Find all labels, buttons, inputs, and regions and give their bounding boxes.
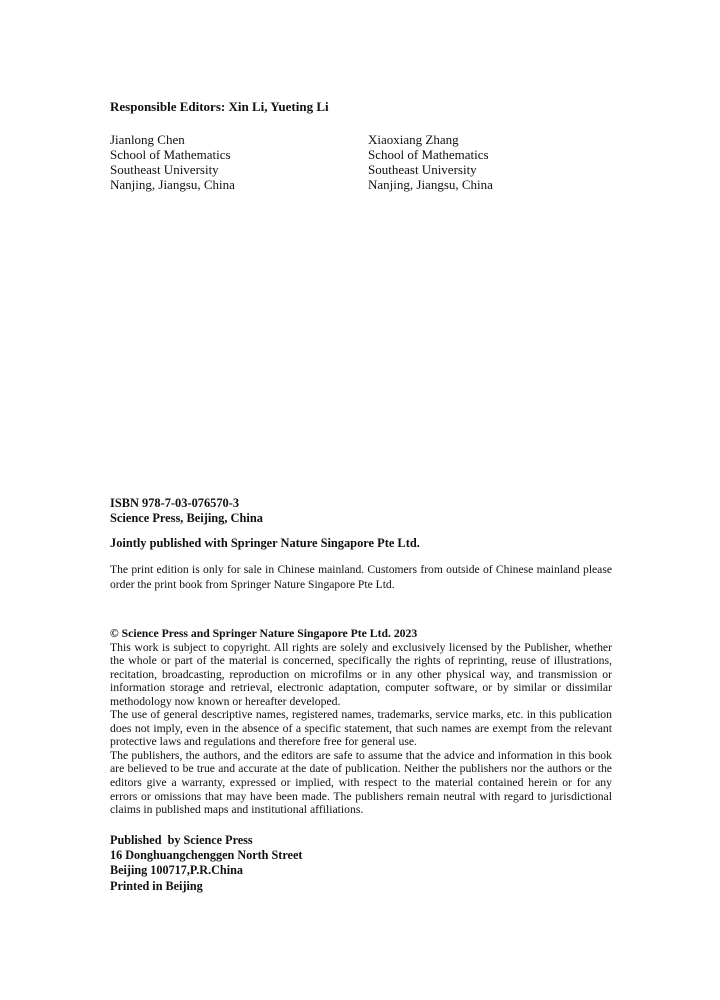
copyright-block [110,627,612,817]
jointly-published: Jointly published with Springer Nature Singapore Pte Ltd. [110,536,420,550]
responsible-editors: Responsible Editors: Xin Li, Yueting Li [110,99,329,114]
published-by: Published by Science Press [110,833,253,847]
author-university: Southeast University [110,162,219,177]
author-block-1 [110,132,235,192]
publisher-city: Science Press, Beijing, China [110,511,263,525]
copyright-paragraph: The publishers, the authors, and the editors are safe to assume that the advice and information in this book are believed to be true and accurate at the date of publication. Neither the publishers nor the authors or the editors give a warranty, expressed or implied, with respect to the material contained herein or for any errors or omissions that may have been made. The publishers remain neutral with regard to jurisdictional claims in published maps and institutional affiliations. [110,748,612,817]
author-block-2 [368,132,493,192]
author-name: Jianlong Chen [110,132,185,147]
print-notice [110,562,612,592]
imprint-street: 16 Donghuangchenggen North Street [110,848,303,863]
author-school: School of Mathematics [368,147,489,162]
copyright-paragraph: This work is subject to copyright. All rights are solely and exclusively licensed by the Publisher, whether the whole or part of the material is concerned, specifically the rights of reprinting, reuse of illustrations, recitation, broadcasting, reproduction on microfilms or in any other physical way, and transmission or information storage and retrieval, electronic adaptation, computer software, or by similar or dissimilar methodology now known or hereafter developed. [110,640,612,708]
author-school: School of Mathematics [110,147,231,162]
author-location: Nanjing, Jiangsu, China [110,177,235,192]
imprint-city: Beijing 100717,P.R.China [110,863,243,878]
author-name: Xiaoxiang Zhang [368,132,459,147]
author-university: Southeast University [368,162,477,177]
imprint-block [110,833,302,894]
isbn-block [110,496,263,526]
isbn: ISBN 978-7-03-076570-3 [110,496,240,510]
printed-in: Printed in Beijing [110,878,203,893]
print-notice-text: The print edition is only for sale in Chinese mainland. Customers from outside of Chinese mainland please order the print book from Springer Nature Singapore Pte Ltd. [110,563,612,591]
author-location: Nanjing, Jiangsu, China [368,177,493,192]
copyright-line: © Science Press and Springer Nature Singapore Pte Ltd. 2023 [110,627,418,640]
copyright-paragraph: The use of general descriptive names, registered names, trademarks, service marks, etc. in this publication does not imply, even in the absence of a specific statement, that such names are exempt from the relevant protective laws and regulations and therefore free for general use. [110,708,612,749]
